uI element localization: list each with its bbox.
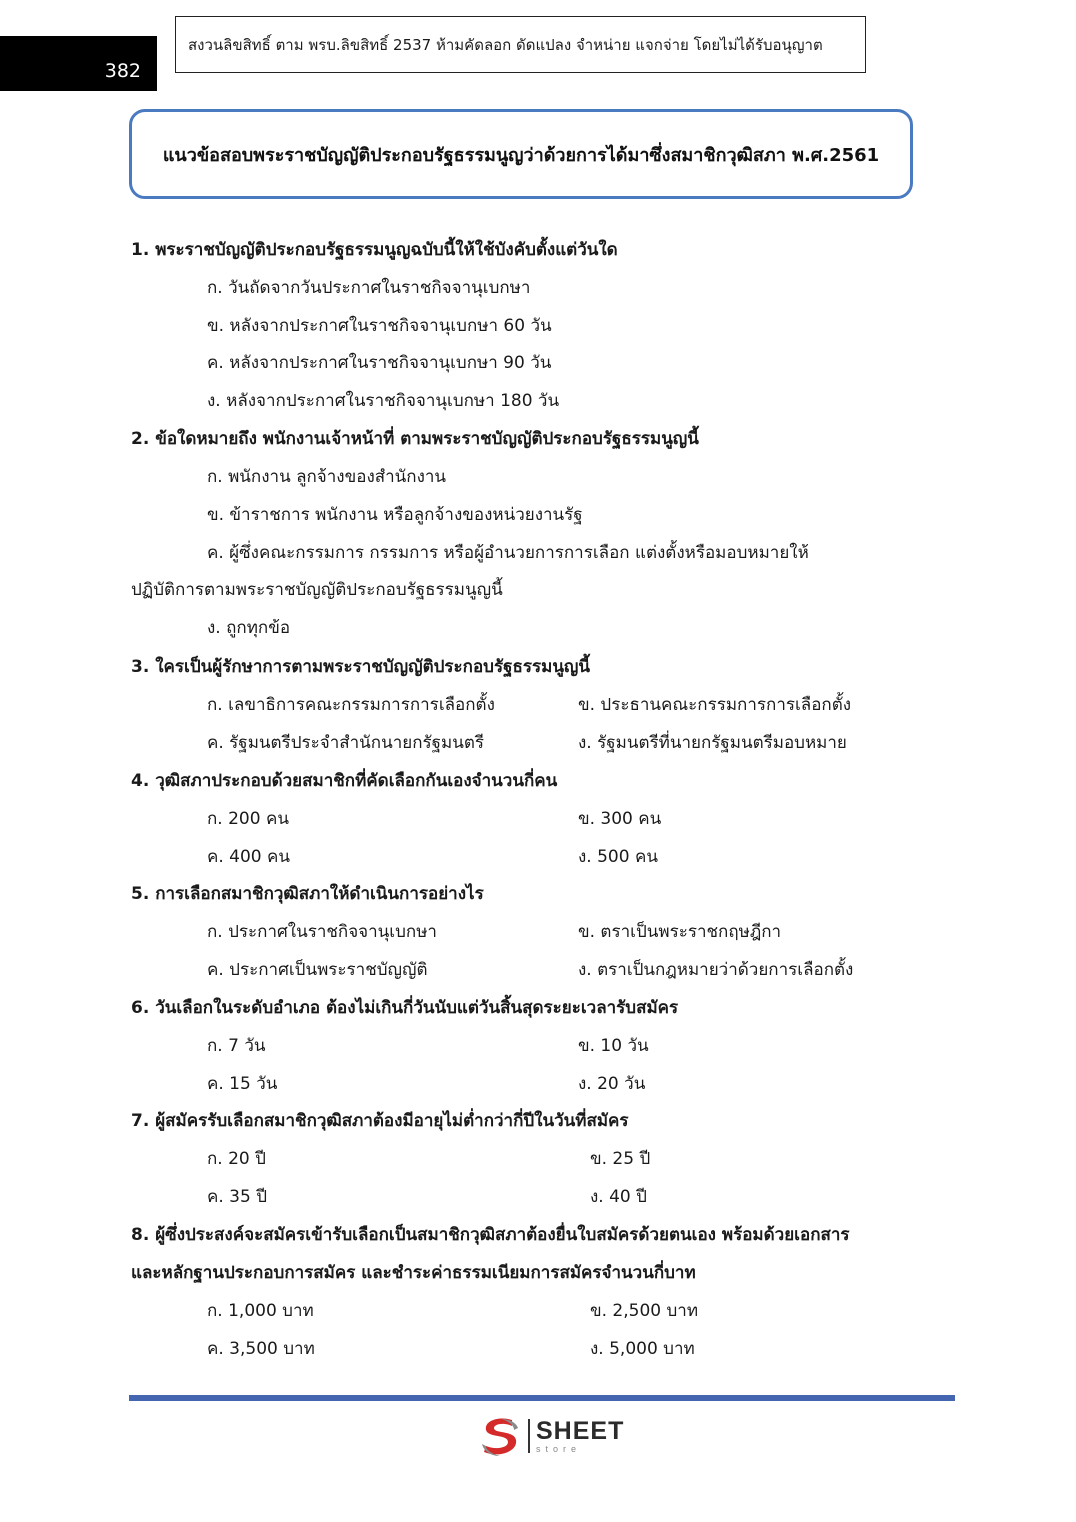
question-4: 4. วุฒิสภาประกอบด้วยสมาชิกที่คัดเลือกกันเองจำนวนกี่คน [131, 771, 558, 791]
question-3-option-c: ค. รัฐมนตรีประจำสำนักนายกรัฐมนตรี [207, 733, 485, 753]
question-6-option-c: ค. 15 วัน [207, 1074, 278, 1094]
question-3-option-b: ข. ประธานคณะกรรมการการเลือกตั้ง [578, 695, 852, 715]
question-1: 1. พระราชบัญญัติประกอบรัฐธรรมนูญฉบับนี้ให้ใช้บังคับตั้งแต่วันใด [131, 240, 618, 260]
question-6-option-a: ก. 7 วัน [207, 1036, 266, 1056]
question-8-option-a: ก. 1,000 บาท [207, 1301, 314, 1321]
question-1-option-b: ข. หลังจากประกาศในราชกิจจานุเบกษา 60 วัน [207, 316, 552, 336]
question-2-option-a: ก. พนักงาน ลูกจ้างของสำนักงาน [207, 467, 447, 487]
question-5-option-a: ก. ประกาศในราชกิจจานุเบกษา [207, 922, 437, 942]
document-title: แนวข้อสอบพระราชบัญญัติประกอบรัฐธรรมนูญว่าด้วยการได้มาซึ่งสมาชิกวุฒิสภา พ.ศ.2561 [162, 144, 880, 166]
question-5-option-d: ง. ตราเป็นกฎหมายว่าด้วยการเลือกตั้ง [578, 960, 854, 980]
logo-subword: store [536, 1443, 582, 1454]
question-4-option-b: ข. 300 คน [578, 809, 662, 829]
question-7-option-c: ค. 35 ปี [207, 1187, 268, 1207]
question-2-option-c-continuation: ปฏิบัติการตามพระราชบัญญัติประกอบรัฐธรรมนูญนี้ [131, 580, 503, 600]
question-4-option-d: ง. 500 คน [578, 847, 658, 867]
question-6-option-b: ข. 10 วัน [578, 1036, 649, 1056]
question-7-option-b: ข. 25 ปี [590, 1149, 651, 1169]
logo-separator [528, 1419, 530, 1453]
question-8-option-c: ค. 3,500 บาท [207, 1339, 315, 1359]
question-7-option-a: ก. 20 ปี [207, 1149, 266, 1169]
question-5-option-c: ค. ประกาศเป็นพระราชบัญญัติ [207, 960, 428, 980]
question-1-option-d: ง. หลังจากประกาศในราชกิจจานุเบกษา 180 วัน [207, 391, 560, 411]
document-title-box [129, 109, 913, 199]
question-4-option-c: ค. 400 คน [207, 847, 291, 867]
logo-text [536, 1416, 625, 1454]
question-3: 3. ใครเป็นผู้รักษาการตามพระราชบัญญัติประกอบรัฐธรรมนูญนี้ [131, 657, 591, 677]
question-2-option-c: ค. ผู้ซึ่งคณะกรรมการ กรรมการ หรือผู้อำนวยการการเลือก แต่งตั้งหรือมอบหมายให้ [207, 543, 809, 563]
question-1-option-c: ค. หลังจากประกาศในราชกิจจานุเบกษา 90 วัน [207, 353, 552, 373]
logo-word: SHEET [536, 1416, 625, 1445]
question-8: 8. ผู้ซึ่งประสงค์จะสมัครเข้ารับเลือกเป็นสมาชิกวุฒิสภาต้องยื่นใบสมัครด้วยตนเอง พร้อมด้วยเอกสาร [131, 1225, 850, 1245]
question-6-option-d: ง. 20 วัน [578, 1074, 646, 1094]
question-2-option-d: ง. ถูกทุกข้อ [207, 618, 291, 638]
question-5-option-b: ข. ตราเป็นพระราชกฤษฎีกา [578, 922, 782, 942]
question-2: 2. ข้อใดหมายถึง พนักงานเจ้าหน้าที่ ตามพระราชบัญญัติประกอบรัฐธรรมนูญนี้ [131, 429, 699, 449]
question-4-option-a: ก. 200 คน [207, 809, 289, 829]
question-8-continuation: และหลักฐานประกอบการสมัคร และชำระค่าธรรมเนียมการสมัครจำนวนกี่บาท [131, 1263, 696, 1283]
question-3-option-a: ก. เลขาธิการคณะกรรมการการเลือกตั้ง [207, 695, 495, 715]
copyright-notice: สงวนลิขสิทธิ์ ตาม พรบ.ลิขสิทธิ์ 2537 ห้ามคัดลอก ดัดแปลง จำหน่าย แจกจ่าย โดยไม่ได้รับอนุญาต [175, 16, 866, 73]
question-7-option-d: ง. 40 ปี [590, 1187, 647, 1207]
page-number: 382 [0, 36, 157, 91]
question-3-option-d: ง. รัฐมนตรีที่นายกรัฐมนตรีมอบหมาย [578, 733, 847, 753]
question-2-option-b: ข. ข้าราชการ พนักงาน หรือลูกจ้างของหน่วยงานรัฐ [207, 505, 583, 525]
question-8-option-b: ข. 2,500 บาท [590, 1301, 699, 1321]
question-6: 6. วันเลือกในระดับอำเภอ ต้องไม่เกินกี่วันนับแต่วันสิ้นสุดระยะเวลารับสมัคร [131, 998, 679, 1018]
sheet-store-logo [478, 1414, 624, 1458]
question-7: 7. ผู้สมัครรับเลือกสมาชิกวุฒิสภาต้องมีอายุไม่ต่ำกว่ากี่ปีในวันที่สมัคร [131, 1111, 629, 1131]
question-8-option-d: ง. 5,000 บาท [590, 1339, 695, 1359]
question-1-option-a: ก. วันถัดจากวันประกาศในราชกิจจานุเบกษา [207, 278, 531, 298]
logo-s-icon [478, 1414, 522, 1458]
question-5: 5. การเลือกสมาชิกวุฒิสภาให้ดำเนินการอย่างไร [131, 884, 484, 904]
footer-rule [129, 1395, 955, 1401]
